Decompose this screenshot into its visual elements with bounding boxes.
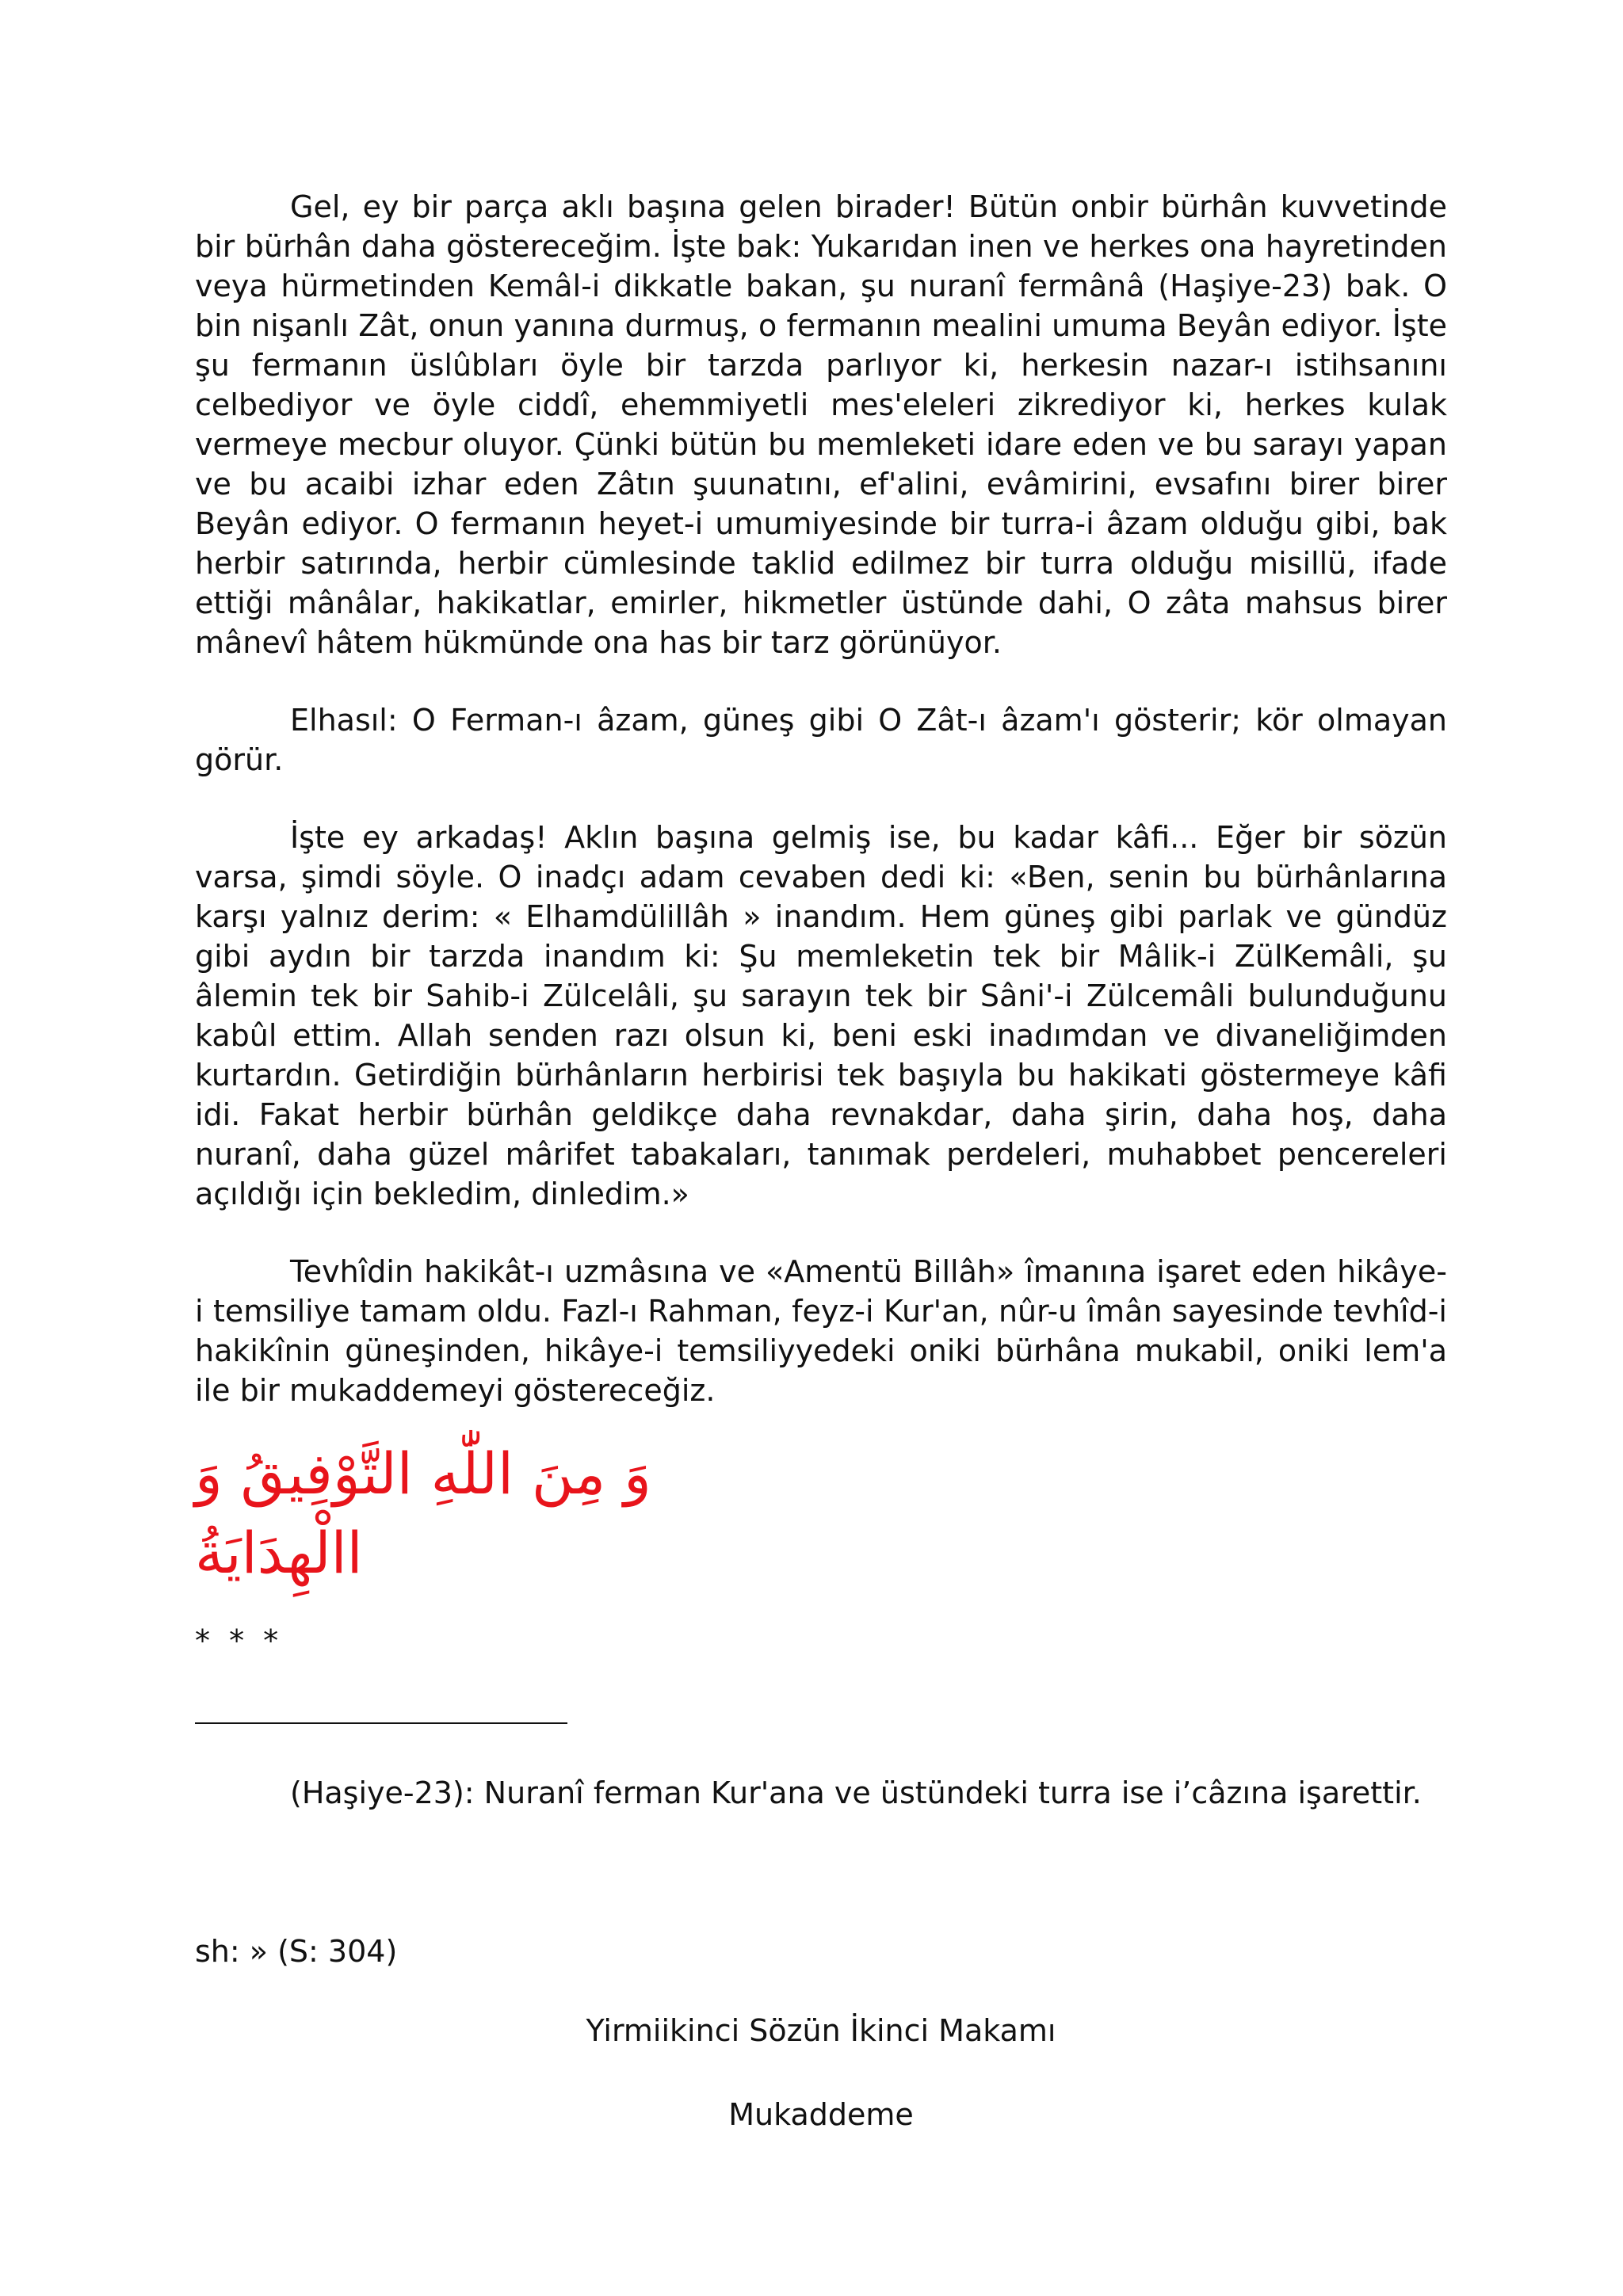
paragraph-2: Elhasıl: O Ferman-ı âzam, güneş gibi O Zât-ı âzam'ı gösterir; kör olmayan görür. [195, 703, 1447, 777]
paragraph-1: Gel, ey bir parça aklı başına gelen birader! Bütün onbir bürhân kuvvetinde bir bürhân daha göstereceğim. İşte bak: Yukarıdan inen ve herkes ona hayretinden veya hürmetinden Kemâl-i dikkatle bakan, şu nuranî fermânâ (Haşiye-23) bak. O bin nişanlı Zât, onun yanına durmuş, o fermanın mealini umuma Beyân ediyor. İşte şu fermanın üslûbları öyle bir tarzda parlıyor ki, herkesin nazar-ı istihsanını celbediyor ve öyle ciddî, ehemmiyetli mes'eleleri zikrediyor ki, herkes kulak vermeye mecbur oluyor. Çünki bütün bu memleketi idare eden ve bu sarayı yapan ve bu acaibi izhar eden Zâtın şuunatını, ef'alini, evâmirini, evsafını birer birer Beyân ediyor. O fermanın heyet-i umumiyesinde bir turra-i âzam olduğu gibi, bak herbir satırında, herbir cümlesinde taklid edilmez bir turra olduğu misillü, ifade ettiği mânâlar, hakikatlar, emirler, hikmetler üstünde dahi, O zâta mahsus birer mânevî hâtem hükmünde ona has bir tarz görünüyor. [195, 189, 1447, 660]
page-reference: sh: » (S: 304) [195, 1934, 398, 1969]
paragraph-3: İşte ey arkadaş! Aklın başına gelmiş ise, bu kadar kâfi... Eğer bir sözün varsa, şimdi söyle. O inadçı adam cevaben dedi ki: «Ben, senin bu bürhânlarına karşı yalnız derim: « Elhamdülillâh » inandım. Hem güneş gibi parlak ve gündüz gibi aydın bir tarzda inandım ki: Şu memleketin tek bir Mâlik-i ZülKemâli, şu âlemin tek bir Sahib-i Zülcelâli, şu sarayın tek bir Sâni'-i Zülcemâli bulunduğunu kabûl ettim. Allah senden razı olsun ki, beni eski inadımdan ve divaneliğimden kurtardın. Getirdiğin bürhânların herbirisi tek başıyla bu hakikati göstermeye kâfi idi. Fakat herbir bürhân geldikçe daha revnakdar, daha şirin, daha hoş, daha nuranî, daha güzel mârifet tabakaları, tanımak perdeleri, muhabbet pencereleri açıldığı için bekledim, dinledim.» [195, 820, 1447, 1211]
section-subtitle: Mukaddeme [728, 2097, 914, 2132]
document-page [195, 187, 1447, 2134]
arabic-invocation: وَ مِنَ اللّٰهِ التَّوْفِيقُ وَ االْهِدَايَةُ [195, 1440, 651, 1586]
footnote: (Haşiye-23): Nuranî ferman Kur'ana ve üstündeki turra ise i’câzına işarettir. [290, 1775, 1422, 1810]
section-title: Yirmiikinci Sözün İkinci Makamı [586, 2013, 1056, 2048]
section-separator: * * * [195, 1623, 284, 1658]
paragraph-4: Tevhîdin hakikât-ı uzmâsına ve «Amentü Billâh» îmanına işaret eden hikâye-i temsiliye tamam oldu. Fazl-ı Rahman, feyz-i Kur'an, nûr-u îmân sayesinde tevhîd-i hakikînin güneşinden, hikâye-i temsiliyyedeki oniki bürhâna mukabil, oniki lem'a ile bir mukaddemeyi göstereceğiz. [195, 1254, 1447, 1408]
footnote-rule [195, 1722, 567, 1724]
